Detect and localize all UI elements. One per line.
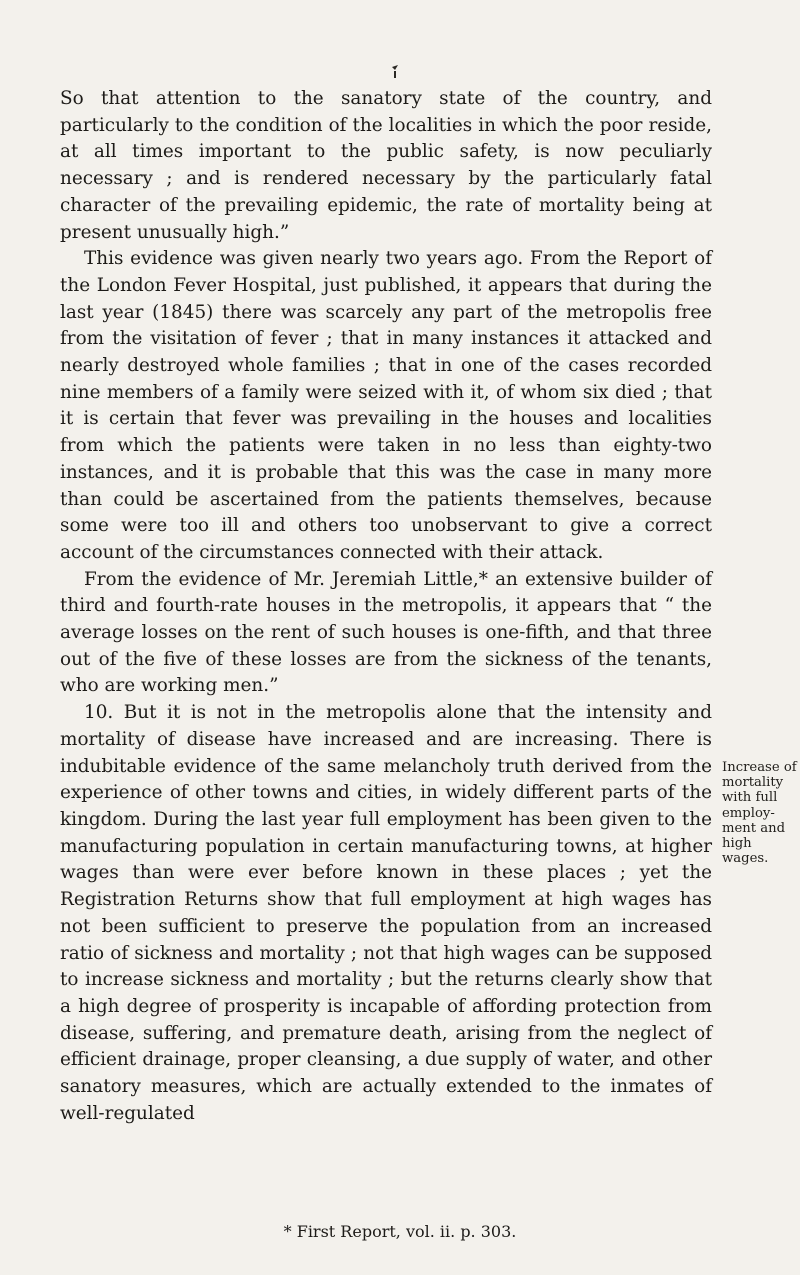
paragraph-continuation: So that attention to the sanatory state of the country, and particularly to the condition of the localities in which the poor reside, at all times important to the public safety, is now peculiarly necessary ; and is rendered necessary by the particularly fatal character of the prevailing epidemic, the rate of mortality being at present unusually high.”	[60, 88, 712, 243]
paragraph-fever-report: This evidence was given nearly two years ago. From the Report of the London Fever Hospital, just published, it appears that during the last year (1845) there was scarcely any part of the metropolis free from the visitation of fever ; that in many instances it attacked and nearly destroyed whole families ; that in one of the cases recorded nine members of a family were seized with it, of whom six died ; that it is certain that fever was prevailing in the houses and localities from which the patients were taken in no less than eighty-two instances, and it is probable that this was the case in many more than could be ascertained from the patients themselves, because some were too ill and others too unobservant to give a correct account of the circumstances connected with their attack.	[60, 248, 712, 563]
paragraph-jeremiah-little: From the evidence of Mr. Jeremiah Little,* an extensive builder of third and fourth-rate houses in the metropolis, it appears that “ the average losses on the rent of such houses is one-fifth, and that three out of the five of these losses are from the sickness of the tenants, who are working men.”	[60, 568, 712, 697]
page-mark	[391, 64, 399, 80]
footnote: * First Report, vol. ii. p. 303.	[283, 1222, 517, 1241]
paragraph-section-10: 10. But it is not in the metropolis alone that the intensity and mortality of disease have increased and are increasing. There is indubitable evidence of the same melancholy truth derived from the experience of other towns and cities, in widely different parts of the kingdom. During the last year full employment has been given to the manufacturing population in certain manufacturing towns, at higher wages than were ever before known in these places ; yet the Registration Returns show that full employment at high wages has not been sufficient to preserve the population from an increased ratio of sickness and mortality ; not that high wages can be supposed to increase sickness and mortality ; but the returns clearly show that a high degree of prosperity is incapable of affording protection from disease, suffering, and premature death, arising from the neglect of efficient drainage, proper cleansing, a due supply of water, and other sanatory measures, which are actually extended to the inmates of well-regulated	[60, 702, 712, 1124]
body-text	[60, 86, 712, 1127]
margin-note: Increase of mortality with full employ-ment and high wages.	[722, 760, 797, 867]
